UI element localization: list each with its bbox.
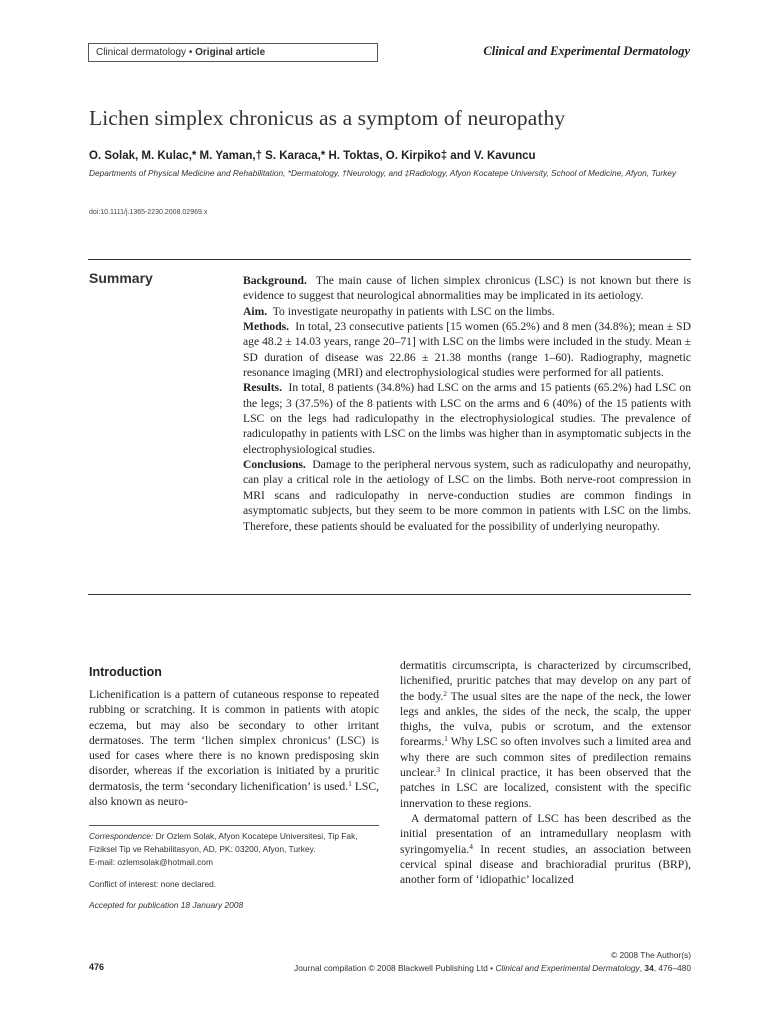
accepted-date: Accepted for publication 18 January 2008	[89, 899, 244, 910]
summary-heading: Summary	[89, 270, 153, 286]
journal-name: Clinical and Experimental Dermatology	[483, 44, 690, 58]
abstract-aim	[243, 304, 691, 319]
ref-1b[interactable]: 1	[444, 734, 448, 744]
correspondence-label: Correspondence:	[89, 831, 154, 841]
introduction-heading: Introduction	[89, 665, 162, 679]
email[interactable]: E-mail: ozlemsolak@hotmail.com	[89, 857, 213, 868]
aim-label: Aim.	[243, 304, 268, 318]
authors: O. Solak, M. Kulac,* M. Yaman,† S. Karaca,* H. Toktas, O. Kirpiko‡ and V. Kavuncu	[89, 150, 536, 162]
left-column	[89, 665, 379, 809]
conclusions-label: Conclusions.	[243, 458, 306, 472]
summary-top-rule	[88, 259, 691, 260]
footer-copyright: © 2008 The Author(s)	[610, 950, 691, 960]
intro-text: Lichenification is a pattern of cutaneous response to repeated rubbing or scratching. It is common in patients with atopic eczema, but may also be secondary to other irritant dermatoses. The term ‘lichen simplex chronicus’ (LSC) is used for cases where there is no known predisposing skin disorder, whereas if the excoriation is initiated by a pruritic dermatosis, the term ‘secondary lichenification’ is used.	[89, 688, 379, 793]
section-header-box	[88, 43, 378, 62]
ref-2[interactable]: 2	[443, 688, 448, 698]
abstract	[243, 273, 691, 534]
conclusions-text: Damage to the peripheral nervous system, such as radiculopathy and neuropathy, can play a critical role in the aetiology of LSC on the limbs. Both nerve-root compression in MRI scans and radiculopathy in nerve-conduction studies are common findings in asymptomatic subjects, but they seem to be more common in patients with LSC on the limbs. Therefore, these patients should be evaluated for the possibility of underlying neuropathy.	[243, 458, 691, 533]
abstract-methods	[243, 319, 691, 380]
background-text: The main cause of lichen simplex chronicus (LSC) is not known but there is evidence to suggest that neurological abnormalities may be implicated in its aetiology.	[243, 274, 691, 303]
aim-text: To investigate neuropathy in patients with LSC on the limbs.	[272, 304, 555, 318]
footer-citation: Journal compilation © 2008 Blackwell Publishing Ltd • Clinical and Experimental Dermatology, 34, 476–480	[294, 963, 691, 973]
intro-text: In clinical practice, it has been observed that the patches in LSC are localized, consistent with the specific innervation to these regions.	[400, 766, 691, 810]
article-title: Lichen simplex chronicus as a symptom of neuropathy	[89, 106, 566, 130]
ref-1[interactable]: 1	[348, 778, 352, 788]
intro-text: A dermatomal pattern of LSC has been described as the initial presentation of an intramedullary neoplasm with syringomyelia.	[400, 811, 691, 856]
intro-text: LSC, also known as neuro-	[89, 779, 379, 809]
footer-compilation: Journal compilation © 2008 Blackwell Publishing Ltd	[294, 963, 488, 973]
footer-bullet: •	[490, 963, 494, 973]
footer-info	[294, 949, 691, 975]
intro-text: In recent studies, an association between cervical spinal disease and brachioradial pruritus (BRP), another form of ‘idiopathic’ localized	[400, 842, 691, 887]
section-label: Clinical dermatology	[96, 47, 187, 58]
abstract-conclusions	[243, 457, 691, 534]
ref-4[interactable]: 4	[469, 841, 473, 851]
correspondence-text: Dr Ozlem Solak, Afyon Kocatepe Universitesi, Tip Fak, Fiziksel Tip ve Rehabilitasyon, AD, PK: 03200, Afyon, Turkey.	[89, 831, 358, 855]
footer-journal: Clinical and Experimental Dermatology	[495, 963, 640, 973]
methods-text: In total, 23 consecutive patients [15 women (65.2%) and 8 men (34.8%); mean ± SD age 48.2 ± 14.03 years, range 20–71] with LSC on the limbs were included in the study. Mean ± SD duration of disease was 22.86 ± 21.38 months (range 1–60). Radiography, magnetic resonance imaging (MRI) and electrophysiological studies were performed for all patients.	[243, 320, 691, 380]
correspondence	[89, 830, 379, 856]
intro-paragraph-1	[89, 687, 379, 809]
article-type: Original article	[195, 47, 266, 58]
intro-text: Why LSC so often involves such a limited area and why there are such common sites of predilection remains unclear.	[400, 735, 691, 780]
article-notes	[89, 830, 379, 912]
doi[interactable]: doi:10.1111/j.1365-2230.2008.02969.x	[89, 209, 208, 216]
background-label: Background.	[243, 274, 307, 287]
results-label: Results.	[243, 381, 282, 395]
conflict-of-interest: Conflict of interest: none declared.	[89, 878, 217, 889]
ref-3[interactable]: 3	[436, 765, 441, 775]
intro-paragraph-2	[400, 811, 691, 887]
abstract-results	[243, 380, 691, 457]
intro-text: dermatitis circumscripta, is characterized by circumscribed, lichenified, pruritic patches that may develop on any part of the body.	[400, 659, 691, 703]
summary-bottom-rule	[88, 594, 691, 595]
affiliations: Departments of Physical Medicine and Rehabilitation, *Dermatology, †Neurology, and ‡Radiology, Afyon Kocatepe University, School of Medicine, Afyon, Turkey	[89, 168, 677, 178]
footer-volume: 34	[644, 963, 654, 973]
right-column	[400, 658, 691, 887]
intro-text: The usual sites are the nape of the neck, the lower legs and ankles, the sides of the neck, the scalp, the upper thighs, the vulva, pubis or scrotum, and the extensor forearms.	[400, 689, 691, 749]
notes-rule	[89, 825, 379, 826]
abstract-background	[243, 273, 691, 304]
page-number: 476	[89, 962, 105, 972]
section-bullet: •	[188, 47, 193, 58]
methods-label: Methods.	[243, 320, 290, 334]
results-text: In total, 8 patients (34.8%) had LSC on the arms and 15 patients (65.2%) had LSC on the legs; 3 (37.5%) of the 8 patients with LSC on the arms and 6 (40%) of the 15 patients with LSC on the legs had radiculopathy in the electrophysiological studies. The prevalence of radiculopathy in patients with LSC on the limbs was higher than in asymptomatic subjects in the electrophysiological studies.	[243, 381, 691, 456]
footer-pages: , 476–480	[653, 963, 691, 973]
intro-paragraph-1-cont	[400, 658, 691, 811]
